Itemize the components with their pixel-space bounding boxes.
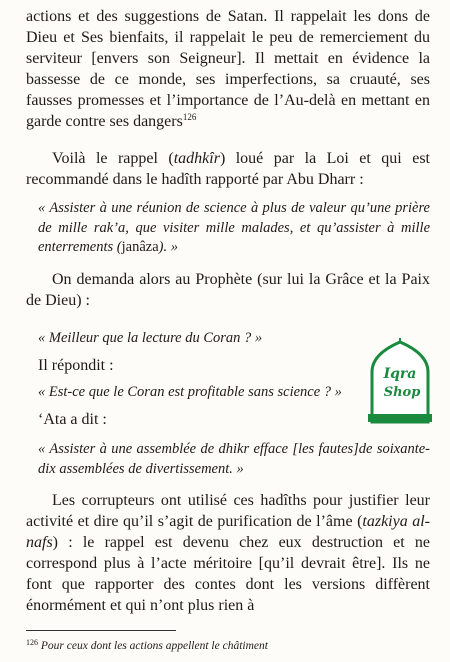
paragraph-satan — [26, 6, 430, 132]
term-italic: tadhkîr — [173, 150, 220, 167]
iqra-shop-logo — [366, 338, 434, 424]
quote-text: ). » — [158, 239, 178, 255]
footnote — [26, 640, 268, 652]
paragraph-text: ) : le rappel est devenu chez eux destruction et ne correspond plus à l’acte méritoire [qu’il devrait être]. Ils ne font que rapporter des contes dont les versions diffèrent énormément et qui n’ont plus rien à — [26, 534, 430, 614]
quote-coran-reading: « Meilleur que la lecture du Coran ? » — [38, 330, 263, 346]
quote-dhikr-assembly: « Assister à une assemblée de dhikr efface [les fautes]de soixante-dix assemblées de divertissement. » — [38, 441, 430, 477]
quote-coran-science: « Est-ce que le Coran est profitable sans science ? » — [38, 384, 342, 400]
paragraph-text: actions et des suggestions de Satan. Il rappelait les dons de Dieu et Ses bienfaits, il rappelait le peu de remerciement du serviteur [envers son Seigneur]. Il mettait en évidence la bassesse de ce monde, ses imperfections, sa cruauté, ses fausses promesses et l’importance de l’Au-delà en mettant en garde contre ses dangers — [26, 8, 430, 130]
footnote-text: Pour ceux dont les actions appellent le châtiment — [38, 640, 268, 652]
paragraph-tadhkir — [26, 148, 430, 190]
quote-hadith-science — [38, 199, 430, 258]
quote-text: « Assister à une réunion de science à plus de valeur qu’une prière de mille rak’a, que visiter mille malades, et qu’assister à mille enterrements ( — [38, 200, 430, 255]
footnote-number: 126 — [26, 638, 38, 647]
paragraph-text: Voilà le rappel ( — [52, 150, 174, 167]
footnote-divider — [26, 630, 176, 631]
paragraph-ata: ‘Ata a dit : — [38, 411, 107, 428]
term-italic: tazkiya al-nafs — [26, 513, 431, 551]
footnote-ref: 126 — [182, 112, 197, 122]
paragraph-corrupteurs — [26, 490, 430, 616]
paragraph-text: ) loué par la Loi et qui est recommandé dans le hadîth rapporté par Abu Dharr : — [26, 150, 430, 188]
term-upright: janâza — [121, 239, 159, 255]
paragraph-text: Les corrupteurs ont utilisé ces hadîths pour justifier leur activité et dire qu’il s’agit de purification de l’âme ( — [26, 492, 430, 530]
paragraph-il-repondit: Il répondit : — [38, 357, 114, 374]
paragraph-prophet-question: On demanda alors au Prophète (sur lui la Grâce et la Paix de Dieu) : — [26, 271, 430, 309]
logo-text-iqra: Iqra — [383, 366, 417, 382]
logo-text-shop: Shop — [383, 385, 421, 400]
